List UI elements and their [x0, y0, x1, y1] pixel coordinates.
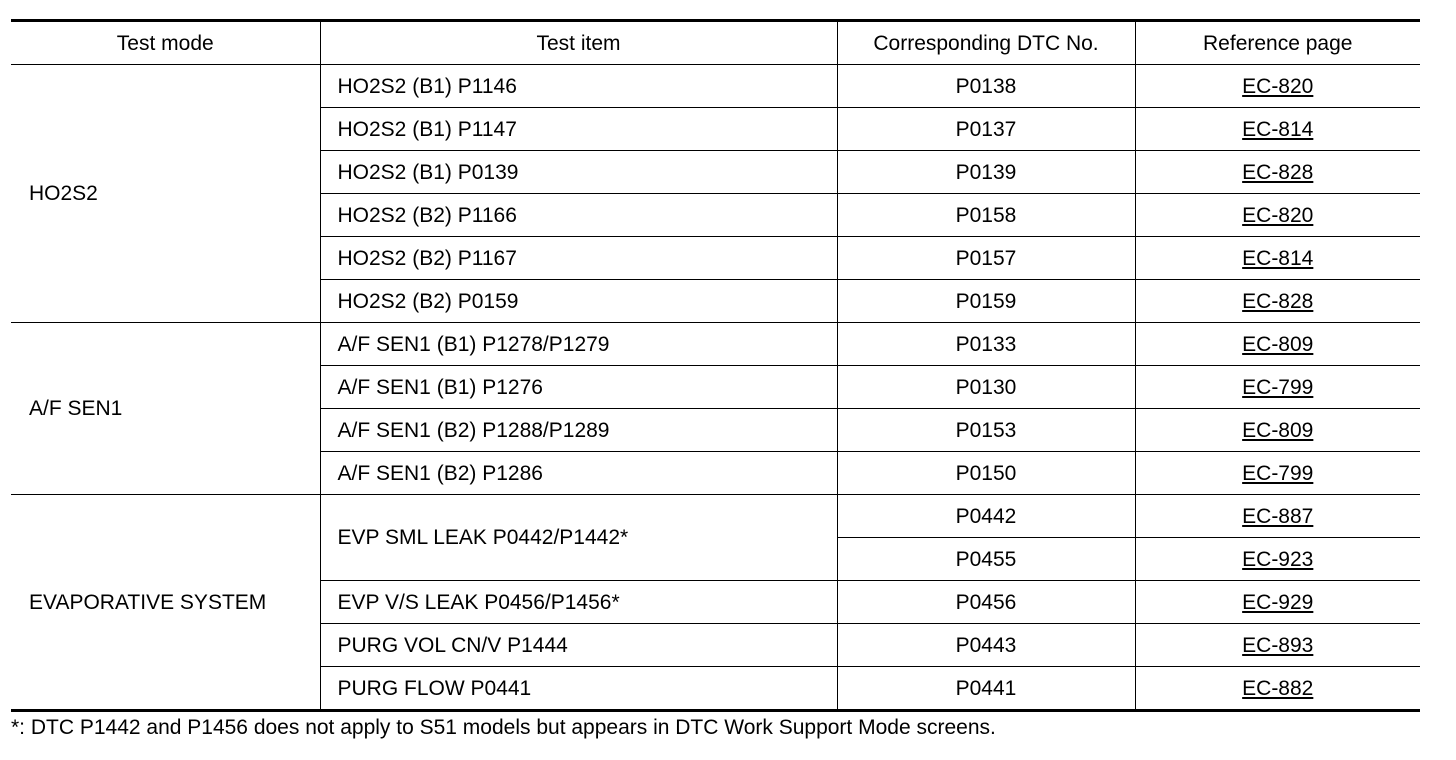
reference-page-cell	[1135, 624, 1420, 667]
test-item-cell: EVP V/S LEAK P0456/P1456*	[320, 581, 837, 624]
dtc-number-cell: P0157	[837, 237, 1135, 280]
table-header-row	[11, 21, 1420, 65]
dtc-number-cell: P0139	[837, 151, 1135, 194]
reference-page-cell	[1135, 366, 1420, 409]
test-item-cell: A/F SEN1 (B1) P1276	[320, 366, 837, 409]
test-item-cell: HO2S2 (B2) P0159	[320, 280, 837, 323]
header-dtc-no: Corresponding DTC No.	[837, 21, 1135, 65]
reference-page-link[interactable]: EC-799	[1242, 461, 1314, 485]
test-mode-cell: A/F SEN1	[11, 323, 320, 495]
reference-page-link[interactable]: EC-893	[1242, 633, 1314, 657]
test-item-cell: A/F SEN1 (B1) P1278/P1279	[320, 323, 837, 366]
dtc-number-cell: P0455	[837, 538, 1135, 581]
test-item-cell: HO2S2 (B1) P1146	[320, 65, 837, 108]
reference-page-cell	[1135, 452, 1420, 495]
test-item-cell: A/F SEN1 (B2) P1288/P1289	[320, 409, 837, 452]
test-item-cell: HO2S2 (B2) P1167	[320, 237, 837, 280]
test-item-cell: PURG VOL CN/V P1444	[320, 624, 837, 667]
test-item-cell: A/F SEN1 (B2) P1286	[320, 452, 837, 495]
dtc-number-cell: P0137	[837, 108, 1135, 151]
test-item-cell: PURG FLOW P0441	[320, 667, 837, 711]
header-test-item: Test item	[320, 21, 837, 65]
reference-page-cell	[1135, 151, 1420, 194]
reference-page-link[interactable]: EC-820	[1242, 74, 1314, 98]
reference-page-link[interactable]: EC-887	[1242, 504, 1314, 528]
reference-page-cell	[1135, 495, 1420, 538]
dtc-number-cell: P0130	[837, 366, 1135, 409]
reference-page-cell	[1135, 65, 1420, 108]
dtc-number-cell: P0133	[837, 323, 1135, 366]
test-mode-cell: HO2S2	[11, 65, 320, 323]
test-mode-cell: EVAPORATIVE SYSTEM	[11, 495, 320, 711]
reference-page-link[interactable]: EC-882	[1242, 676, 1314, 700]
reference-page-link[interactable]: EC-809	[1242, 418, 1314, 442]
dtc-number-cell: P0456	[837, 581, 1135, 624]
reference-page-link[interactable]: EC-809	[1242, 332, 1314, 356]
reference-page-cell	[1135, 323, 1420, 366]
footnote: *: DTC P1442 and P1456 does not apply to S51 models but appears in DTC Work Support Mode screens.	[11, 716, 996, 739]
reference-page-cell	[1135, 667, 1420, 711]
header-test-mode: Test mode	[11, 21, 320, 65]
dtc-number-cell: P0159	[837, 280, 1135, 323]
dtc-number-cell: P0441	[837, 667, 1135, 711]
reference-page-link[interactable]: EC-814	[1242, 117, 1314, 141]
test-item-cell: HO2S2 (B1) P0139	[320, 151, 837, 194]
dtc-number-cell: P0442	[837, 495, 1135, 538]
dtc-number-cell: P0443	[837, 624, 1135, 667]
reference-page-cell	[1135, 538, 1420, 581]
reference-page-link[interactable]: EC-828	[1242, 289, 1314, 313]
test-item-cell: HO2S2 (B1) P1147	[320, 108, 837, 151]
reference-page-cell	[1135, 108, 1420, 151]
table-row	[11, 495, 1420, 538]
reference-page-cell	[1135, 237, 1420, 280]
reference-page-link[interactable]: EC-799	[1242, 375, 1314, 399]
header-reference-page: Reference page	[1135, 21, 1420, 65]
reference-page-cell	[1135, 409, 1420, 452]
test-item-cell: HO2S2 (B2) P1166	[320, 194, 837, 237]
reference-page-link[interactable]: EC-929	[1242, 590, 1314, 614]
reference-page-link[interactable]: EC-814	[1242, 246, 1314, 270]
test-item-cell: EVP SML LEAK P0442/P1442*	[320, 495, 837, 581]
table-row	[11, 323, 1420, 366]
reference-page-link[interactable]: EC-923	[1242, 547, 1314, 571]
dtc-number-cell: P0158	[837, 194, 1135, 237]
dtc-number-cell: P0153	[837, 409, 1135, 452]
dtc-number-cell: P0150	[837, 452, 1135, 495]
reference-page-link[interactable]: EC-820	[1242, 203, 1314, 227]
reference-page-cell	[1135, 581, 1420, 624]
table-row	[11, 65, 1420, 108]
dtc-work-support-table	[11, 19, 1420, 712]
dtc-number-cell: P0138	[837, 65, 1135, 108]
reference-page-cell	[1135, 280, 1420, 323]
reference-page-link[interactable]: EC-828	[1242, 160, 1314, 184]
reference-page-cell	[1135, 194, 1420, 237]
